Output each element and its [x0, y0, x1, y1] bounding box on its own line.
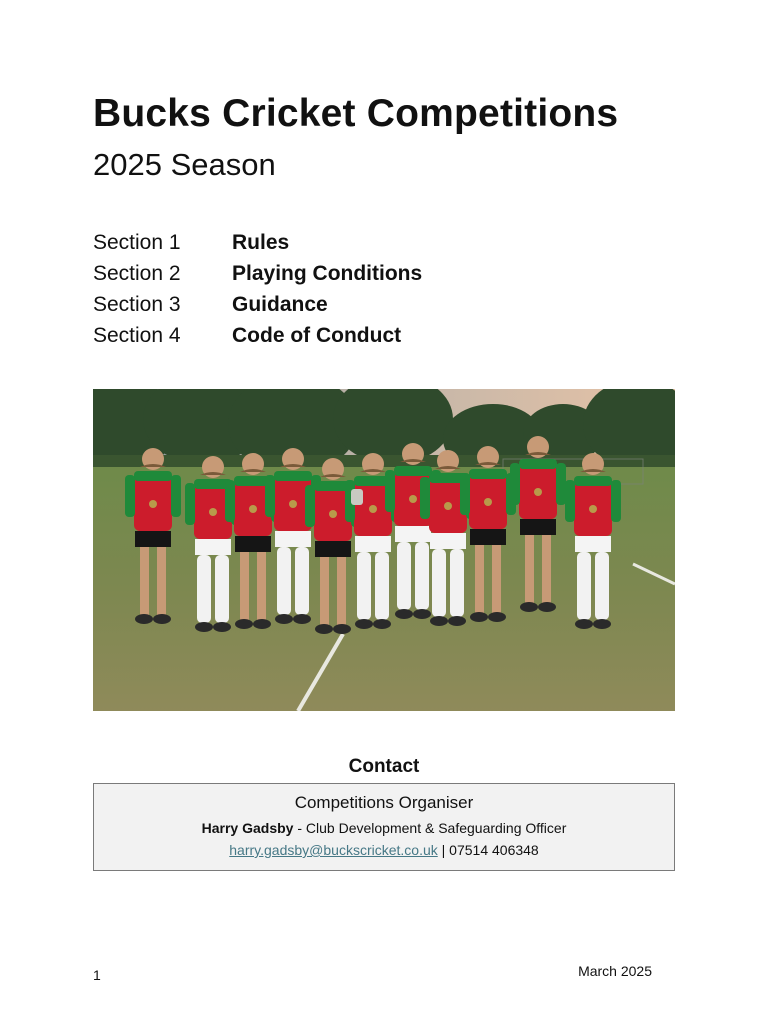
contact-heading: Contact	[348, 756, 420, 777]
page-date: March 2025	[578, 963, 652, 979]
team-photo	[93, 389, 675, 711]
contact-role: Competitions Organiser	[294, 793, 474, 812]
contact-person	[94, 820, 674, 836]
document-subtitle: 2025 Season	[93, 147, 276, 182]
section-item	[93, 289, 422, 320]
section-title: Rules	[232, 230, 290, 254]
contact-email-link[interactable]: harry.gadsby@buckscricket.co.uk	[229, 842, 438, 858]
contact-separator: |	[437, 842, 450, 858]
page-number: 1	[93, 967, 101, 983]
contact-phone: 07514 406348	[449, 842, 539, 858]
section-title: Playing Conditions	[232, 261, 423, 285]
section-number: Section 4	[93, 323, 181, 347]
contact-details	[94, 842, 674, 858]
contact-position: - Club Development & Safeguarding Officer	[293, 820, 567, 836]
section-number: Section 1	[93, 230, 181, 254]
section-item	[93, 320, 422, 351]
section-number: Section 2	[93, 261, 181, 285]
section-item	[93, 227, 422, 258]
section-item	[93, 258, 422, 289]
section-number: Section 3	[93, 292, 181, 316]
contact-box	[93, 783, 675, 871]
contact-name: Harry Gadsby	[201, 820, 294, 836]
section-title: Guidance	[232, 292, 328, 316]
document-title: Bucks Cricket Competitions	[93, 92, 619, 135]
section-title: Code of Conduct	[232, 323, 402, 347]
section-list	[93, 227, 422, 351]
